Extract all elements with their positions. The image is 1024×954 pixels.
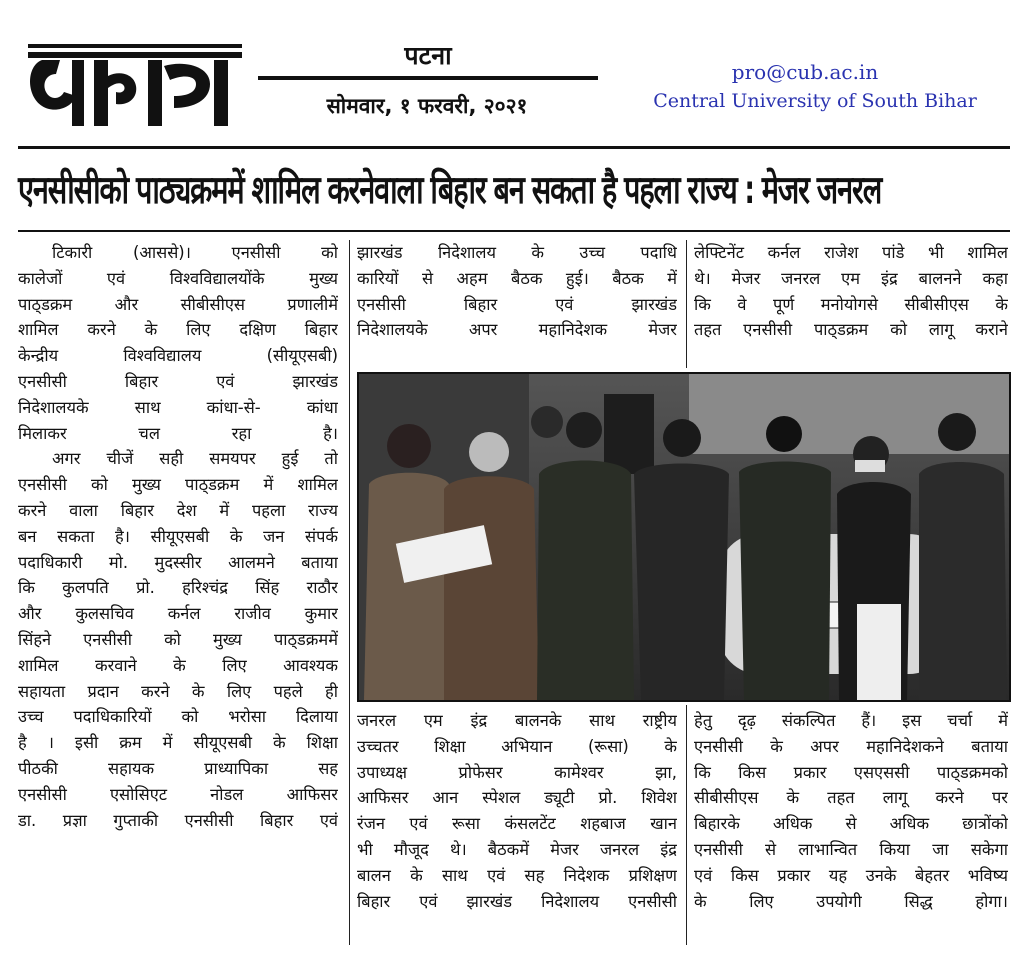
article-line: थे। मेजर जनरल एम इंद्र बालनने कहा — [694, 268, 1008, 288]
article-line: एनसीसी को मुख्य पाठ्डक्रम में शामिल — [18, 475, 338, 495]
article-line: बिहार एवं झारखंड निदेशालय एनसीसी — [357, 891, 677, 911]
headline-top-rule — [18, 146, 1010, 149]
article-line: एनसीसी बिहार एवं झारखंड — [357, 294, 677, 314]
article-column-2-bottom — [357, 708, 677, 914]
article-line: एनसीसी एसोसिएट नोडल आफिसर — [18, 784, 338, 804]
column-divider-2-top — [686, 240, 687, 368]
edition-city: पटना — [404, 41, 452, 70]
column-divider-2-bottom — [686, 705, 687, 945]
headline-bottom-rule — [18, 230, 1010, 232]
article-line: पीठकी सहायक प्राध्यापिका सह — [18, 758, 338, 778]
source-organization: Central University of South Bihar — [653, 90, 977, 112]
article-line: उच्चतर शिक्षा अभियान (रूसा) के — [357, 736, 677, 756]
article-line: और कुलसचिव कर्नल राजीव कुमार — [18, 604, 338, 624]
article-line: कारियों से अहम बैठक हुई। बैठक में — [357, 268, 677, 288]
article-line: उच्च पदाधिकारियों को भरोसा दिलाया — [18, 707, 338, 727]
article-line: कि किस प्रकार एसएससी पाठ्डक्रमको — [694, 762, 1008, 782]
article-column-3-top — [694, 240, 1008, 343]
article-line: बिहारके अधिक से अधिक छात्रोंको — [694, 814, 1008, 834]
article-line: डा. प्रज्ञा गुप्ताकी एनसीसी बिहार एवं — [18, 810, 338, 830]
article-line: निदेशालयके अपर महानिदेशक मेजर — [357, 320, 677, 340]
article-line: सीबीसीएस के तहत लागू करने पर — [694, 788, 1008, 808]
article-line: है । इसी क्रम में सीयूएसबी के शिक्षा — [18, 733, 338, 753]
article-line: उपाध्यक्ष प्रोफेसर कामेश्वर झा, — [357, 762, 677, 782]
article-line: एनसीसी के अपर महानिदेशकने बताया — [694, 736, 1008, 756]
article-line: एनसीसी से लाभान्वित किया जा सकेगा — [694, 839, 1008, 859]
article-line: निदेशालयके साथ कांधा-से- कांधा — [18, 397, 338, 417]
article-line: तहत एनसीसी पाठ्डक्रम को लागू कराने — [694, 320, 1008, 340]
article-line: मिलाकर चल रहा है। — [18, 423, 338, 443]
article-line: सिंहने एनसीसी को मुख्य पाठ्डक्रममें — [18, 629, 338, 649]
article-line: रंजन एवं रूसा कंसलटेंट शहबाज खान — [357, 814, 677, 834]
article-column-2-top — [357, 240, 677, 343]
column-divider-1 — [349, 240, 350, 945]
news-photo — [357, 372, 1011, 702]
article-line: कि कुलपति प्रो. हरिश्चंद्र सिंह राठौर — [18, 578, 338, 598]
article-line: करने वाला बिहार देश में पहला राज्य — [18, 500, 338, 520]
article-line: भी मौजूद थे। बैठकमें मेजर जनरल इंद्र — [357, 839, 677, 859]
article-column-3-bottom — [694, 708, 1008, 914]
article-line: जनरल एम इंद्र बालनके साथ राष्ट्रीय — [357, 711, 677, 730]
article-line: लेफ्टिनेंट कर्नल राजेश पांडे भी शामिल — [694, 243, 1008, 262]
article-line: कालेजों एवं विश्वविद्यालयोंके मुख्य — [18, 268, 338, 288]
article-line: पाठ्डक्रम और सीबीसीएस प्रणालीमें — [18, 294, 338, 314]
article-line: अगर चीजें सही समयपर हुई तो — [52, 449, 338, 469]
edition-date: सोमवार, १ फरवरी, २०२१ — [326, 94, 528, 118]
masthead-rule — [258, 76, 598, 80]
article-line: पदाधिकारी मो. मुदस्सीर आलमने बताया — [18, 552, 338, 572]
article-line: एनसीसी बिहार एवं झारखंड — [18, 371, 338, 391]
article-line: के लिए उपयोगी सिद्ध होगा। — [694, 891, 1008, 911]
source-email: pro@cub.ac.in — [731, 60, 879, 84]
article-line: हेतु दृढ़ संकल्पित हैं। इस चर्चा में — [694, 711, 1008, 730]
article-line: शामिल करने के लिए दक्षिण बिहार — [18, 320, 338, 340]
newspaper-logo — [24, 26, 246, 136]
article-line: शामिल करवाने के लिए आवश्यक — [18, 655, 338, 675]
article-line: आफिसर आन स्पेशल ड्यूटी प्रो. शिवेश — [357, 788, 677, 808]
article-line: झारखंड निदेशालय के उच्च पदाधि — [357, 243, 677, 262]
article-line: बालन के साथ एवं सह निदेशक प्रशिक्षण — [357, 865, 677, 885]
article-column-1 — [18, 240, 338, 833]
article-line: टिकारी (आससे)। एनसीसी को — [52, 243, 338, 262]
article-line: कि वे पूर्ण मनोयोगसे सीबीसीएस के — [694, 294, 1008, 314]
article-line: बन सकता है। सीयूएसबी के जन संपर्क — [18, 526, 338, 546]
article-headline: एनसीसीको पाठ्यक्रममें शामिल करनेवाला बिहार बन सकता है पहला राज्य : मेजर जनरल — [18, 168, 882, 213]
article-line: एवं किस प्रकार यह उनके बेहतर भविष्य — [694, 865, 1008, 885]
article-line: केन्द्रीय विश्वविद्यालय (सीयूएसबी) — [18, 346, 338, 366]
article-line: सहायता प्रदान करने के लिए पहले ही — [18, 681, 338, 701]
